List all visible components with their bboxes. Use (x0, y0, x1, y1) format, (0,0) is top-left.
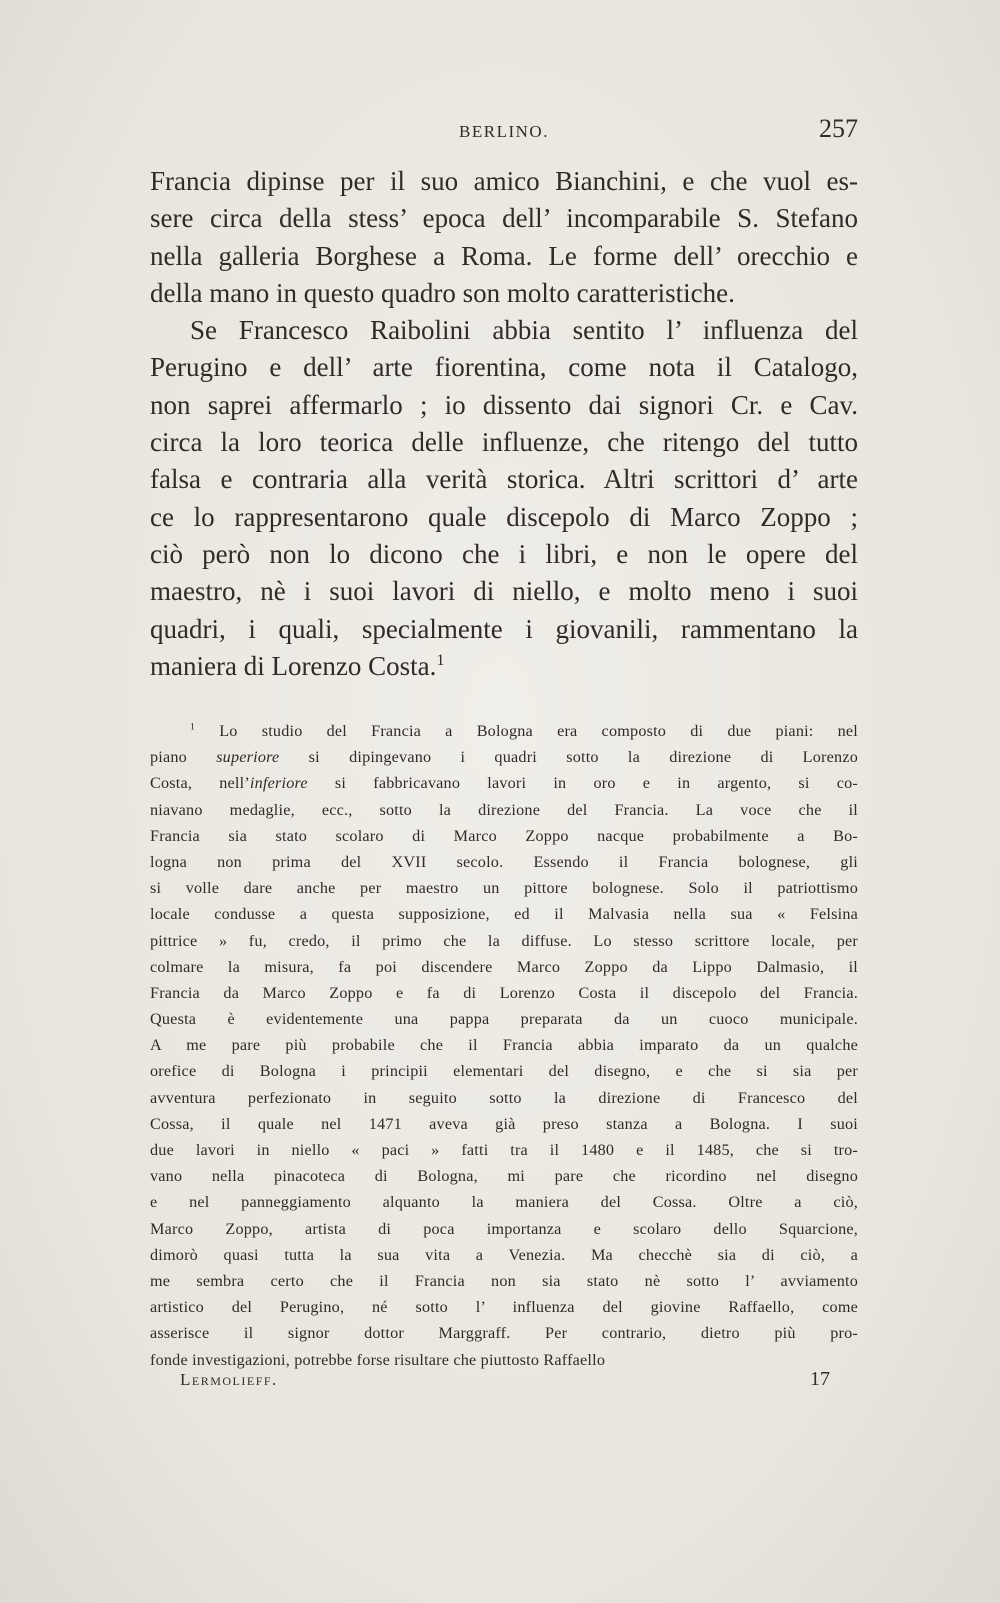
text-line: ce lo rappresentarono quale discepolo di Marco Zoppo ; (150, 501, 858, 532)
footnote-line: avventura perfezionato in seguito sotto la direzione di Francesco del (150, 1088, 858, 1107)
footnote-line: Francia da Marco Zoppo e fa di Lorenzo Costa il discepolo del Francia. (150, 983, 858, 1002)
text-line: non saprei affermarlo ; io dissento dai signori Cr. e Cav. (150, 389, 858, 420)
footnote-line: niavano medaglie, ecc., sotto la direzione del Francia. La voce che il (150, 800, 858, 819)
footnote-line: orefice di Bologna i principii elementari del disegno, e che si sia per (150, 1062, 858, 1081)
text-line: quadri, i quali, specialmente i giovanili, rammentano la (150, 613, 858, 644)
text-line: falsa e contraria alla verità storica. Altri scrittori d’ arte (150, 464, 858, 495)
footnote-line (150, 744, 858, 770)
text-line: sere circa della stess’ epoca dell’ incomparabile S. Stefano (150, 203, 858, 234)
footnote-line: dimorò quasi tutta la sua vita a Venezia. Ma checchè sia di ciò, a (150, 1245, 858, 1264)
text-line: nella galleria Borghese a Roma. Le forme dell’ orecchio e (150, 240, 858, 271)
footnote-line: si volle dare anche per maestro un pittore bolognese. Solo il patriottismo (150, 879, 858, 898)
footnote-line: due lavori in niello « paci » fatti tra il 1480 e il 1485, che si tro- (150, 1141, 858, 1159)
footnote-text: piano (150, 748, 217, 767)
text-line-content: maniera di Lorenzo Costa. (150, 650, 437, 681)
footnote-emphasis: superiore (216, 748, 280, 767)
footnote (150, 718, 858, 1373)
footnote-line: me sembra certo che il Francia non sia stato nè sotto l’ avviamento (150, 1271, 858, 1290)
footnote-text: si dipingevano i quadri sotto la direzione di Lorenzo (279, 748, 858, 767)
sheet-number: 17 (810, 1368, 830, 1390)
footnote-emphasis: inferiore (249, 774, 308, 793)
running-head-title: BERLINO. (459, 122, 549, 141)
text-line: Perugino e dell’ arte fiorentina, come nota il Catalogo, (150, 352, 858, 383)
footnote-line: pittrice » fu, credo, il primo che la diffuse. Lo stesso scrittore locale, per (150, 931, 858, 950)
footnote-text: si fabbricavano lavori in oro e in argento, si co- (307, 774, 859, 793)
footnote-line: asserisce il signor dottor Marggraff. Per contrario, dietro più pro- (150, 1324, 858, 1343)
footnote-line: fonde investigazioni, potrebbe forse risultare che piuttosto Raffaello (150, 1350, 606, 1369)
footnote-line: colmare la misura, fa poi discendere Marco Zoppo da Lippo Dalmasio, il (150, 957, 858, 976)
footnote-line: vano nella pinacoteca di Bologna, mi pare che ricordino nel disegno (150, 1167, 858, 1186)
footnote-line: A me pare più probabile che il Francia abbia imparato da un qualche (150, 1036, 858, 1055)
main-text (150, 163, 858, 685)
footnote-line: Marco Zoppo, artista di poca importanza e scolaro dello Squarcione, (150, 1219, 858, 1238)
page-number: 257 (819, 114, 858, 143)
page-footer (150, 1370, 830, 1400)
footnote-line: artistico del Perugino, né sotto l’ influenza del giovine Raffaello, come (150, 1298, 858, 1317)
text-line: Se Francesco Raibolini abbia sentito l’ influenza del (190, 315, 858, 346)
text-line: Francia dipinse per il suo amico Bianchini, e che vuol es- (150, 166, 858, 196)
text-line: della mano in questo quadro son molto caratteristiche. (150, 277, 735, 308)
footnote-line: Questa è evidentemente una pappa preparata da un cuoco municipale. (150, 1010, 858, 1029)
footnote-text: Lo studio del Francia a Bologna era composto di due piani: nel (219, 722, 859, 740)
text-line (150, 648, 858, 685)
running-head (150, 114, 858, 152)
footnote-line: e nel panneggiamento alquanto la maniera del Cossa. Oltre a ciò, (150, 1193, 858, 1212)
text-line: ciò però non lo dicono che i libri, e non le opere del (150, 538, 858, 569)
footnote-reference: 1 (436, 650, 445, 669)
footnote-line (150, 718, 858, 744)
footnote-line: locale condusse a questa supposizione, ed il Malvasia nella sua « Felsina (150, 905, 858, 924)
footnote-marker: 1 (190, 721, 196, 733)
text-line: circa la loro teorica delle influenze, che ritengo del tutto (150, 427, 858, 458)
footnote-line: Francia sia stato scolaro di Marco Zoppo nacque probabilmente a Bo- (150, 826, 858, 845)
text-line: maestro, nè i suoi lavori di niello, e molto meno i suoi (150, 576, 858, 607)
signature-mark: Lermolieff. (180, 1370, 278, 1389)
footnote-line: Cossa, il quale nel 1471 aveva già preso stanza a Bologna. I suoi (150, 1114, 858, 1133)
footnote-line (150, 770, 858, 796)
footnote-line: logna non prima del XVII secolo. Essendo il Francia bolognese, gli (150, 852, 858, 871)
footnote-text: Costa, nell’ (150, 774, 250, 793)
